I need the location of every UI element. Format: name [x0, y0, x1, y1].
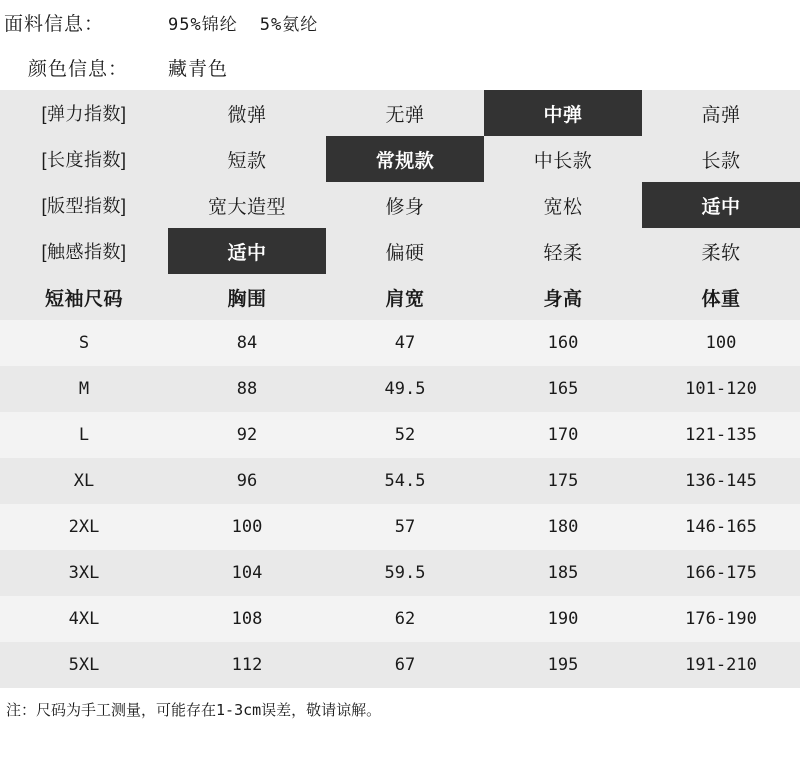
size-name: 4XL	[0, 596, 168, 642]
color-info-label: 颜色信息：	[28, 59, 129, 80]
chest-value: 92	[168, 412, 326, 458]
shoulder-value: 67	[326, 642, 484, 688]
fit-option-4-selected[interactable]: 适中	[642, 182, 800, 228]
weight-value: 191-210	[642, 642, 800, 688]
height-value: 180	[484, 504, 642, 550]
weight-value: 100	[642, 320, 800, 366]
color-info-value: 藏青色	[168, 59, 229, 80]
touch-option-3[interactable]: 轻柔	[484, 228, 642, 274]
elasticity-option-3-selected[interactable]: 中弹	[484, 90, 642, 136]
size-table-header-1: 短袖尺码	[0, 274, 168, 320]
fit-option-2[interactable]: 修身	[326, 182, 484, 228]
table-row	[0, 320, 800, 366]
touch-option-4[interactable]: 柔软	[642, 228, 800, 274]
height-value: 160	[484, 320, 642, 366]
size-name: 3XL	[0, 550, 168, 596]
touch-index-label: [触感指数]	[0, 228, 168, 274]
fabric-info-label: 面料信息：	[4, 14, 105, 35]
weight-value: 166-175	[642, 550, 800, 596]
spec-grid	[0, 90, 800, 688]
chest-value: 88	[168, 366, 326, 412]
shoulder-value: 49.5	[326, 366, 484, 412]
measurement-note	[0, 688, 800, 730]
chest-value: 108	[168, 596, 326, 642]
height-value: 165	[484, 366, 642, 412]
shoulder-value: 57	[326, 504, 484, 550]
chest-value: 112	[168, 642, 326, 688]
length-option-1[interactable]: 短款	[168, 136, 326, 182]
table-row	[0, 366, 800, 412]
size-table-header-3: 肩宽	[326, 274, 484, 320]
elasticity-option-2[interactable]: 无弹	[326, 90, 484, 136]
fit-index-row	[0, 182, 800, 228]
weight-value: 121-135	[642, 412, 800, 458]
table-row	[0, 642, 800, 688]
size-table-header-2: 胸围	[168, 274, 326, 320]
chest-value: 96	[168, 458, 326, 504]
length-option-3[interactable]: 中长款	[484, 136, 642, 182]
table-row	[0, 458, 800, 504]
length-option-4[interactable]: 长款	[642, 136, 800, 182]
height-value: 195	[484, 642, 642, 688]
size-name: M	[0, 366, 168, 412]
fabric-part-1: 95%锦纶	[168, 14, 238, 35]
fabric-info-value	[168, 10, 800, 36]
size-name: 5XL	[0, 642, 168, 688]
fit-option-1[interactable]: 宽大造型	[168, 182, 326, 228]
height-value: 185	[484, 550, 642, 596]
chest-value: 104	[168, 550, 326, 596]
touch-option-1-selected[interactable]: 适中	[168, 228, 326, 274]
weight-value: 136-145	[642, 458, 800, 504]
chest-value: 100	[168, 504, 326, 550]
table-row	[0, 412, 800, 458]
shoulder-value: 59.5	[326, 550, 484, 596]
fabric-part-2: 5%氨纶	[259, 14, 319, 35]
height-value: 175	[484, 458, 642, 504]
size-name: XL	[0, 458, 168, 504]
elasticity-index-row	[0, 90, 800, 136]
touch-index-row	[0, 228, 800, 274]
shoulder-value: 47	[326, 320, 484, 366]
weight-value: 101-120	[642, 366, 800, 412]
fit-option-3[interactable]: 宽松	[484, 182, 642, 228]
elasticity-option-4[interactable]: 高弹	[642, 90, 800, 136]
color-info-row	[0, 45, 800, 90]
weight-value: 176-190	[642, 596, 800, 642]
size-table-header-5: 体重	[642, 274, 800, 320]
size-name: S	[0, 320, 168, 366]
elasticity-index-label: [弹力指数]	[0, 90, 168, 136]
weight-value: 146-165	[642, 504, 800, 550]
length-index-label: [长度指数]	[0, 136, 168, 182]
chest-value: 84	[168, 320, 326, 366]
measurement-note-text: 注：尺码为手工测量，可能存在1-3cm误差，敬请谅解。	[6, 700, 382, 719]
shoulder-value: 54.5	[326, 458, 484, 504]
size-table-header-row	[0, 274, 800, 320]
size-table-header-4: 身高	[484, 274, 642, 320]
length-index-row	[0, 136, 800, 182]
table-row	[0, 550, 800, 596]
size-name: 2XL	[0, 504, 168, 550]
elasticity-option-1[interactable]: 微弹	[168, 90, 326, 136]
size-name: L	[0, 412, 168, 458]
table-row	[0, 504, 800, 550]
shoulder-value: 62	[326, 596, 484, 642]
length-option-2-selected[interactable]: 常规款	[326, 136, 484, 182]
fabric-info-row	[0, 0, 800, 45]
touch-option-2[interactable]: 偏硬	[326, 228, 484, 274]
table-row	[0, 596, 800, 642]
height-value: 170	[484, 412, 642, 458]
shoulder-value: 52	[326, 412, 484, 458]
fit-index-label: [版型指数]	[0, 182, 168, 228]
height-value: 190	[484, 596, 642, 642]
